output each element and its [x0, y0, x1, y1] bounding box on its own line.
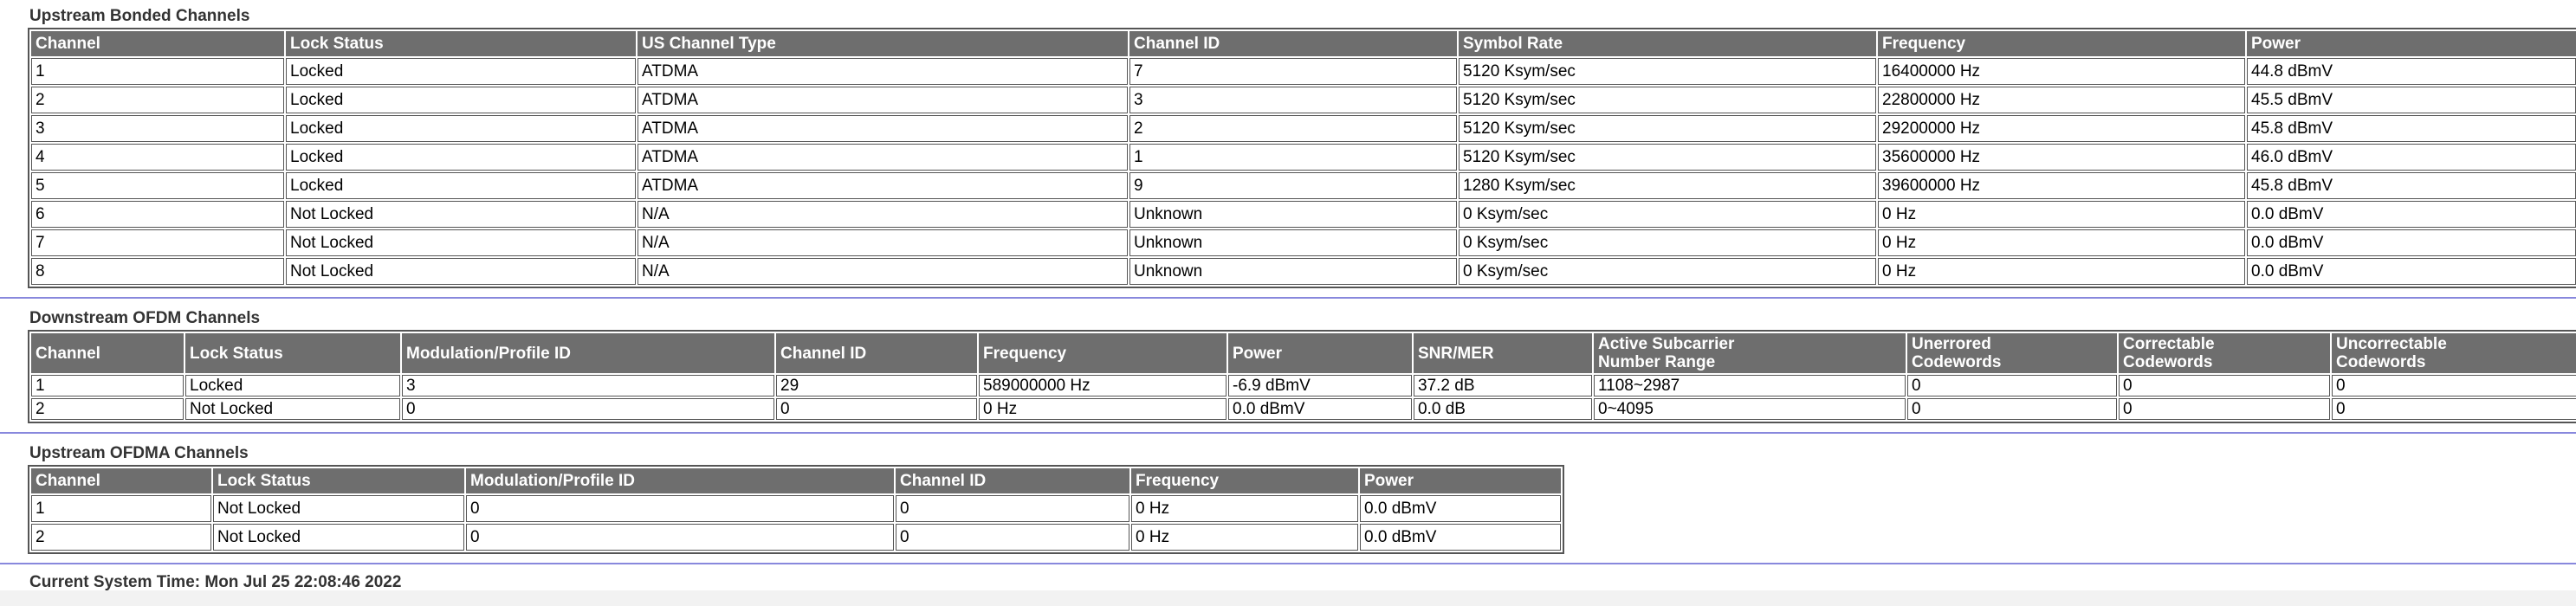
- table-header-row: [31, 31, 2576, 56]
- table-cell: ATDMA: [638, 115, 1128, 142]
- col-header: Power: [2247, 31, 2576, 56]
- table-cell: 37.2 dB: [1414, 375, 1592, 396]
- table-cell: 0: [896, 524, 1129, 551]
- table-row: [31, 398, 2576, 420]
- table-row: [31, 201, 2576, 228]
- col-header: [979, 333, 1227, 373]
- col-header: Lock Status: [213, 468, 464, 493]
- col-header-line: Unerrored: [1912, 335, 1991, 353]
- table-cell: 1280 Ksym/sec: [1459, 172, 1876, 199]
- section-divider: [0, 432, 2576, 434]
- table-cell: N/A: [638, 258, 1128, 285]
- table-cell: 1: [31, 58, 284, 85]
- col-header: [31, 333, 184, 373]
- upstream-ofdma-title: Upstream OFDMA Channels: [29, 444, 249, 462]
- table-cell: Unknown: [1129, 258, 1457, 285]
- table-cell: 1: [31, 495, 211, 522]
- col-header: Symbol Rate: [1459, 31, 1876, 56]
- col-header-line: Codewords: [2123, 353, 2213, 371]
- col-header-line: Codewords: [2336, 353, 2426, 371]
- table-cell: 22800000 Hz: [1878, 87, 2245, 113]
- table-cell: N/A: [638, 201, 1128, 228]
- table-cell: 45.5 dBmV: [2247, 87, 2576, 113]
- col-header-line: Correctable: [2123, 335, 2215, 353]
- table-cell: 0.0 dBmV: [2247, 258, 2576, 285]
- table-cell: 2: [1129, 115, 1457, 142]
- table-cell: 29: [776, 375, 977, 396]
- table-cell: 7: [1129, 58, 1457, 85]
- table-cell: 0: [2119, 398, 2330, 420]
- table-row: [31, 229, 2576, 256]
- table-cell: 0 Ksym/sec: [1459, 201, 1876, 228]
- table-cell: 3: [402, 375, 774, 396]
- table-cell: 9: [1129, 172, 1457, 199]
- col-header-line: Active Subcarrier: [1598, 335, 1735, 353]
- table-cell: 0: [402, 398, 774, 420]
- table-row: [31, 172, 2576, 199]
- table-cell: 0: [2119, 375, 2330, 396]
- table-cell: Not Locked: [286, 201, 636, 228]
- col-header-line: Channel: [36, 344, 100, 363]
- table-cell: 2: [31, 87, 284, 113]
- table-row: [31, 258, 2576, 285]
- table-cell: 4: [31, 144, 284, 171]
- upstream-ofdma-body: [31, 495, 1561, 551]
- table-cell: 0.0 dBmV: [2247, 201, 2576, 228]
- col-header: [2119, 333, 2330, 373]
- table-cell: 6: [31, 201, 284, 228]
- table-cell: 44.8 dBmV: [2247, 58, 2576, 85]
- table-cell: 8: [31, 258, 284, 285]
- table-cell: 5120 Ksym/sec: [1459, 87, 1876, 113]
- col-header-line: Lock Status: [190, 344, 283, 363]
- col-header: Power: [1360, 468, 1561, 493]
- table-cell: Unknown: [1129, 229, 1457, 256]
- col-header: US Channel Type: [638, 31, 1128, 56]
- section-divider: [0, 563, 2576, 564]
- col-header-line: Frequency: [983, 344, 1067, 363]
- table-cell: 0: [896, 495, 1129, 522]
- table-cell: 0 Hz: [979, 398, 1227, 420]
- current-system-time: Current System Time: Mon Jul 25 22:08:46 2022: [29, 573, 402, 591]
- table-cell: 589000000 Hz: [979, 375, 1227, 396]
- upstream-bonded-table: [28, 28, 2576, 288]
- table-row: [31, 495, 1561, 522]
- table-cell: Not Locked: [213, 495, 464, 522]
- col-header: Lock Status: [286, 31, 636, 56]
- table-cell: 35600000 Hz: [1878, 144, 2245, 171]
- table-cell: Not Locked: [185, 398, 400, 420]
- table-cell: 0.0 dBmV: [2247, 229, 2576, 256]
- table-cell: 0 Hz: [1878, 258, 2245, 285]
- table-row: [31, 87, 2576, 113]
- section-divider: [0, 297, 2576, 299]
- table-cell: 0 Hz: [1131, 495, 1358, 522]
- upstream-bonded-body: [31, 58, 2576, 285]
- col-header: Modulation/Profile ID: [466, 468, 894, 493]
- col-header-line: Codewords: [1912, 353, 2002, 371]
- table-cell: 5: [31, 172, 284, 199]
- table-cell: Locked: [286, 115, 636, 142]
- table-cell: 0.0 dBmV: [1360, 495, 1561, 522]
- table-cell: 0 Hz: [1878, 201, 2245, 228]
- table-cell: 0.0 dBmV: [1360, 524, 1561, 551]
- table-cell: 5120 Ksym/sec: [1459, 58, 1876, 85]
- table-header-row: [31, 468, 1561, 493]
- col-header: Frequency: [1131, 468, 1358, 493]
- table-cell: 16400000 Hz: [1878, 58, 2245, 85]
- table-header-row: [31, 333, 2576, 373]
- table-cell: Locked: [286, 87, 636, 113]
- col-header: [2332, 333, 2576, 373]
- col-header: [1594, 333, 1906, 373]
- table-cell: 0: [2332, 398, 2576, 420]
- table-cell: ATDMA: [638, 172, 1128, 199]
- table-row: [31, 524, 1561, 551]
- table-cell: ATDMA: [638, 144, 1128, 171]
- col-header: [402, 333, 774, 373]
- table-cell: 3: [31, 115, 284, 142]
- table-cell: Locked: [286, 172, 636, 199]
- table-cell: ATDMA: [638, 58, 1128, 85]
- table-cell: 5120 Ksym/sec: [1459, 115, 1876, 142]
- table-cell: 0 Ksym/sec: [1459, 258, 1876, 285]
- table-row: [31, 144, 2576, 171]
- table-cell: 1108~2987: [1594, 375, 1906, 396]
- col-header: Channel ID: [896, 468, 1129, 493]
- table-row: [31, 58, 2576, 85]
- table-cell: 0 Ksym/sec: [1459, 229, 1876, 256]
- table-cell: Locked: [286, 144, 636, 171]
- table-cell: 0.0 dB: [1414, 398, 1592, 420]
- col-header: Channel: [31, 31, 284, 56]
- table-cell: Locked: [286, 58, 636, 85]
- table-cell: Unknown: [1129, 201, 1457, 228]
- col-header-line: Uncorrectable: [2336, 335, 2447, 353]
- table-cell: -6.9 dBmV: [1228, 375, 1412, 396]
- col-header: [1414, 333, 1592, 373]
- table-cell: 0: [2332, 375, 2576, 396]
- table-cell: 1: [31, 375, 184, 396]
- table-cell: 46.0 dBmV: [2247, 144, 2576, 171]
- table-cell: N/A: [638, 229, 1128, 256]
- table-cell: 0: [776, 398, 977, 420]
- col-header: [185, 333, 400, 373]
- col-header-line: Power: [1233, 344, 1283, 363]
- col-header: Channel: [31, 468, 211, 493]
- table-cell: Locked: [185, 375, 400, 396]
- table-cell: 0~4095: [1594, 398, 1906, 420]
- col-header: [776, 333, 977, 373]
- table-cell: 2: [31, 524, 211, 551]
- col-header: Channel ID: [1129, 31, 1457, 56]
- table-cell: 0.0 dBmV: [1228, 398, 1412, 420]
- col-header: [1907, 333, 2117, 373]
- downstream-ofdm-body: [31, 375, 2576, 420]
- table-cell: 0: [466, 524, 894, 551]
- table-row: [31, 375, 2576, 396]
- col-header-line: Modulation/Profile ID: [406, 344, 571, 363]
- table-cell: Not Locked: [286, 258, 636, 285]
- table-cell: ATDMA: [638, 87, 1128, 113]
- col-header-line: SNR/MER: [1418, 344, 1494, 363]
- upstream-bonded-title: Upstream Bonded Channels: [29, 7, 250, 25]
- table-cell: 0 Hz: [1878, 229, 2245, 256]
- downstream-ofdm-table: [28, 330, 2576, 423]
- table-cell: 0: [1907, 375, 2117, 396]
- col-header-line: Number Range: [1598, 353, 1716, 371]
- upstream-ofdma-table: [28, 465, 1564, 554]
- status-page: [29, 5, 2576, 594]
- table-cell: 2: [31, 398, 184, 420]
- table-cell: 29200000 Hz: [1878, 115, 2245, 142]
- table-cell: 45.8 dBmV: [2247, 115, 2576, 142]
- col-header-line: Channel ID: [780, 344, 867, 363]
- downstream-ofdm-title: Downstream OFDM Channels: [29, 309, 261, 327]
- col-header: [1228, 333, 1412, 373]
- table-cell: 7: [31, 229, 284, 256]
- table-cell: 0: [466, 495, 894, 522]
- table-cell: 45.8 dBmV: [2247, 172, 2576, 199]
- col-header: Frequency: [1878, 31, 2245, 56]
- table-row: [31, 115, 2576, 142]
- table-cell: 0: [1907, 398, 2117, 420]
- table-cell: 5120 Ksym/sec: [1459, 144, 1876, 171]
- table-cell: Not Locked: [286, 229, 636, 256]
- table-cell: Not Locked: [213, 524, 464, 551]
- table-cell: 39600000 Hz: [1878, 172, 2245, 199]
- table-cell: 0 Hz: [1131, 524, 1358, 551]
- table-cell: 3: [1129, 87, 1457, 113]
- table-cell: 1: [1129, 144, 1457, 171]
